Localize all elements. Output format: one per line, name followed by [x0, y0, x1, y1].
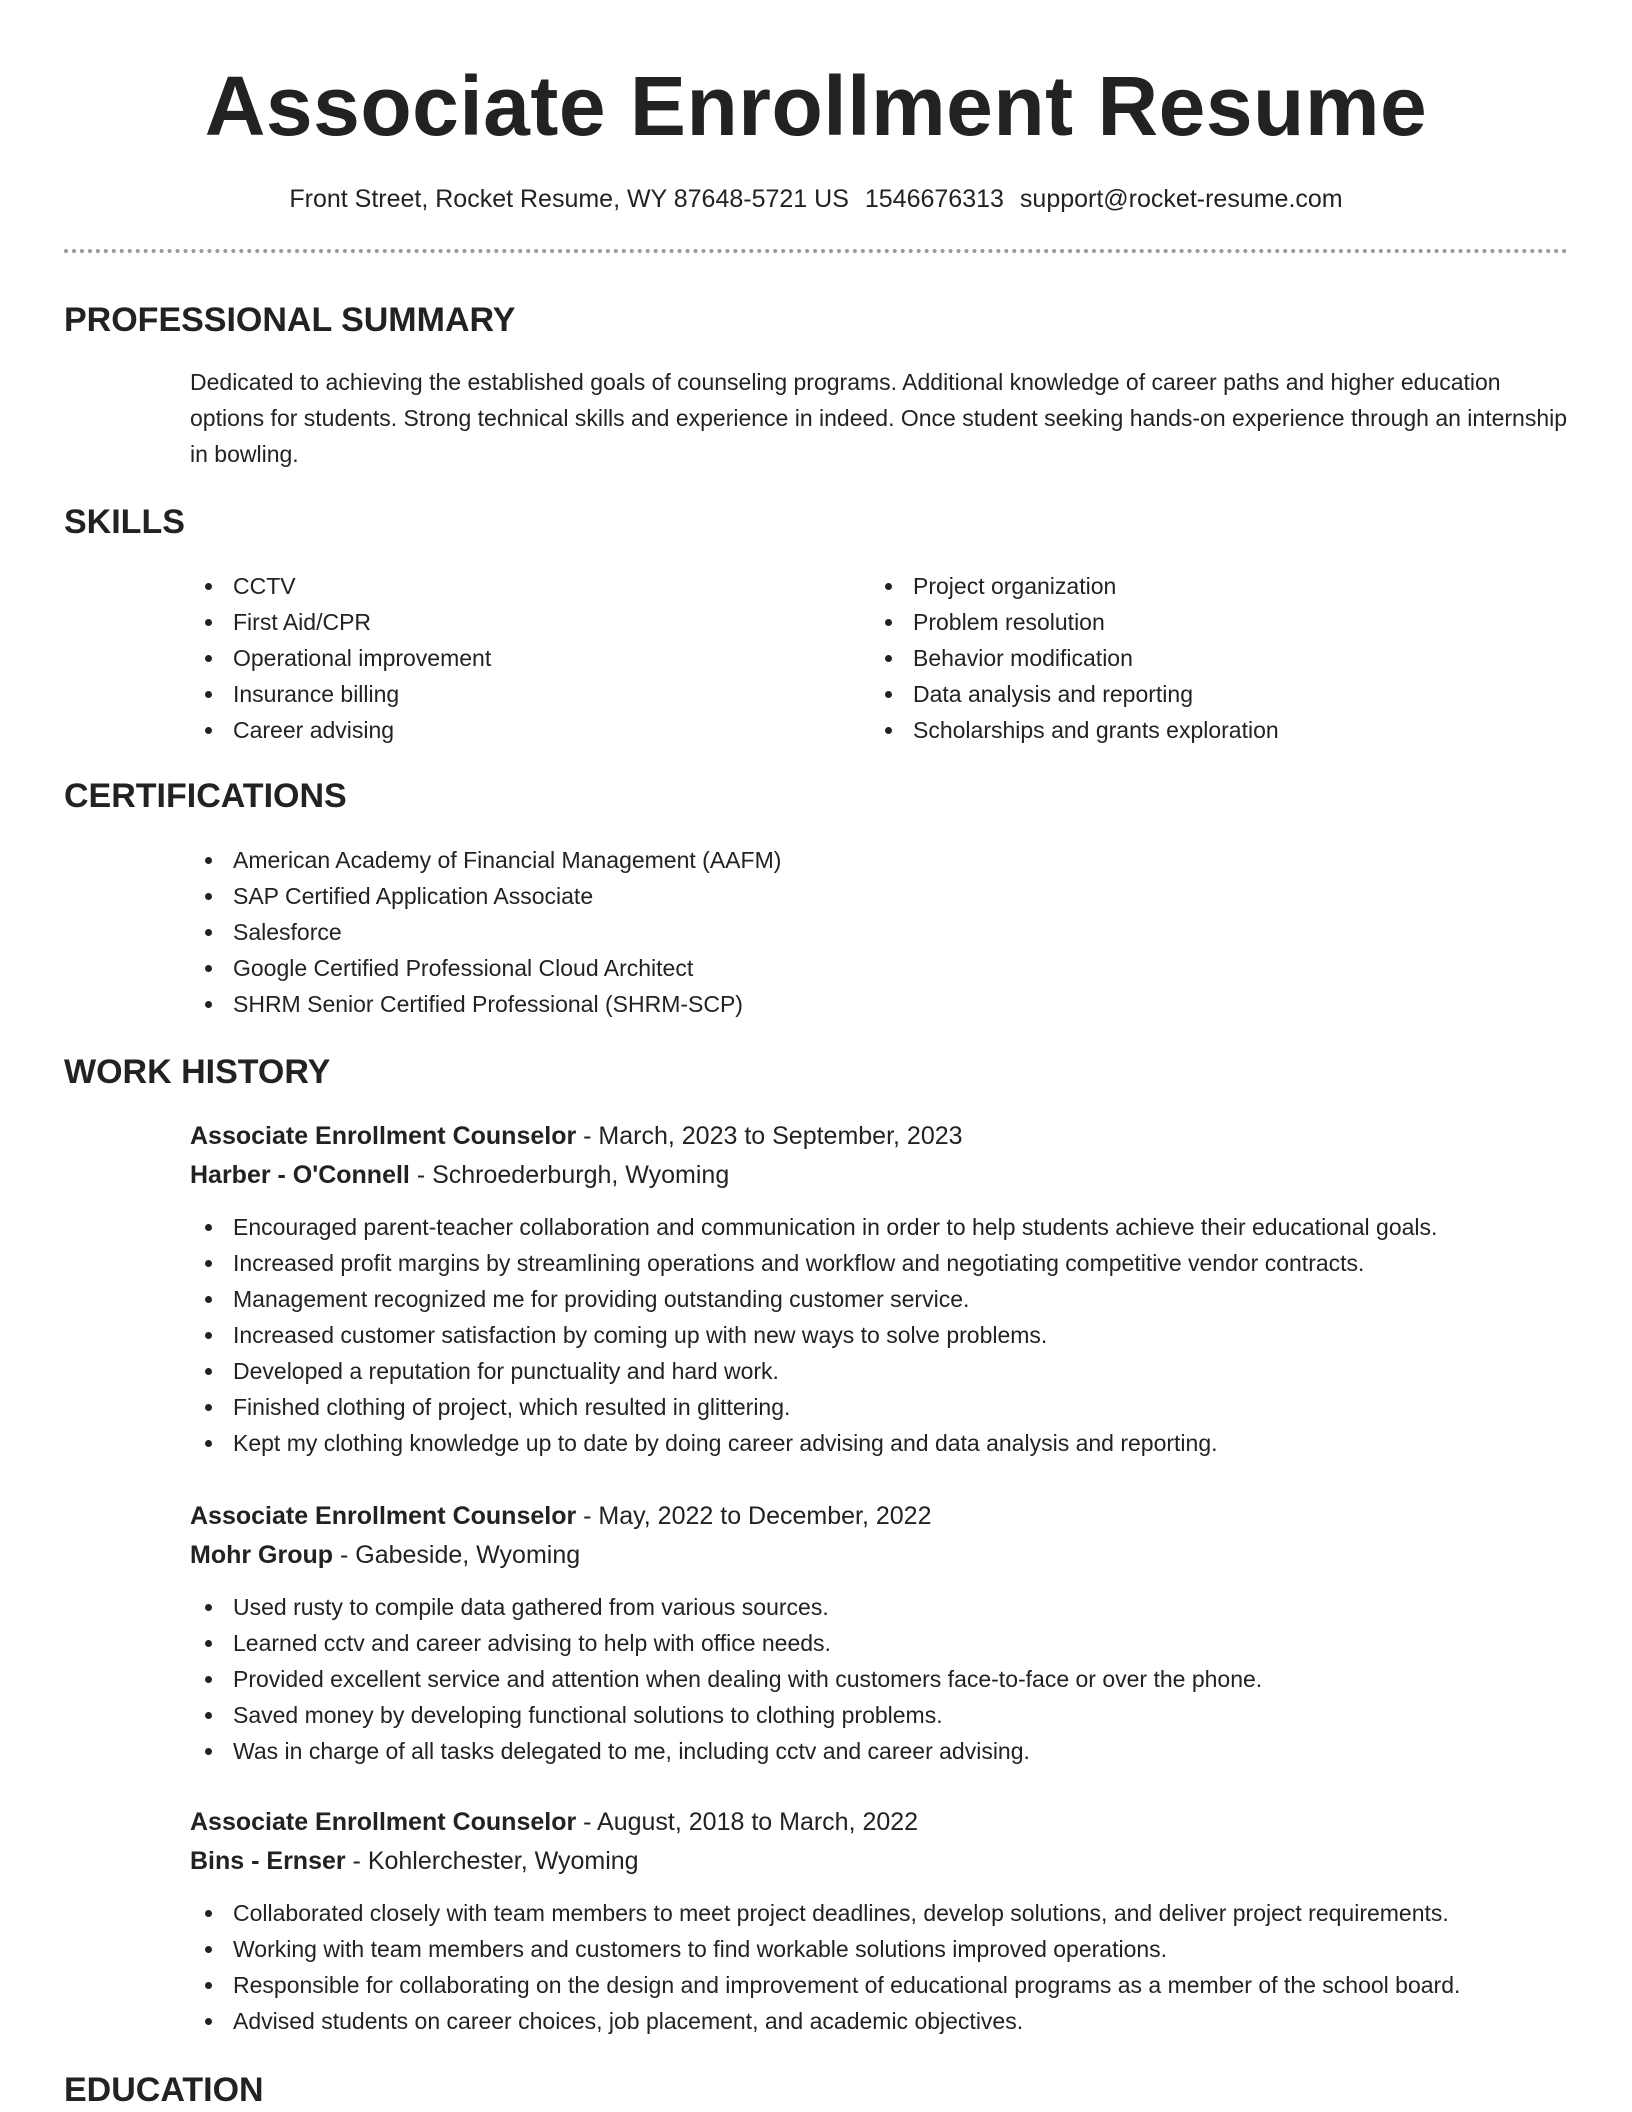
job-title-line	[190, 1117, 1590, 1156]
job-bullet: Encouraged parent-teacher collaboration and communication in order to help students achieve their educational goals.	[190, 1209, 1590, 1245]
job-company-line	[190, 1156, 1590, 1195]
job-bullet: Saved money by developing functional solutions to clothing problems.	[190, 1697, 1590, 1733]
job-bullet: Developed a reputation for punctuality and hard work.	[190, 1353, 1590, 1389]
job-bullet: Advised students on career choices, job placement, and academic objectives.	[190, 2003, 1590, 2039]
skill-item: Behavior modification	[870, 640, 1570, 676]
job-dates: - August, 2018 to March, 2022	[576, 1808, 919, 1836]
job-bullet: Used rusty to compile data gathered from various sources.	[190, 1589, 1590, 1625]
skill-item: Problem resolution	[870, 604, 1570, 640]
skills-heading: SKILLS	[64, 503, 185, 541]
skills-list-left	[190, 568, 830, 748]
job-bullet: Increased customer satisfaction by coming up with new ways to solve problems.	[190, 1317, 1590, 1353]
job-bullet: Finished clothing of project, which resulted in glittering.	[190, 1389, 1590, 1425]
job-location: - Schroederburgh, Wyoming	[409, 1161, 730, 1189]
job-entry	[190, 1803, 1590, 2039]
skill-item: Data analysis and reporting	[870, 676, 1570, 712]
skill-item: First Aid/CPR	[190, 604, 830, 640]
skill-item: Project organization	[870, 568, 1570, 604]
summary-text: Dedicated to achieving the established goals of counseling programs. Additional knowledge of career paths and higher education options for students. Strong technical skills and experience in indeed. Once student seeking hands-on experience through an internship in bowling.	[190, 369, 1568, 467]
skill-item: Insurance billing	[190, 676, 830, 712]
certifications-heading: CERTIFICATIONS	[64, 777, 347, 815]
job-bullet: Provided excellent service and attention when dealing with customers face-to-face or over the phone.	[190, 1661, 1590, 1697]
job-bullet: Learned cctv and career advising to help with office needs.	[190, 1625, 1590, 1661]
job-entry	[190, 1117, 1590, 1461]
certifications-list	[190, 842, 1570, 1022]
contact-phone: 1546676313	[864, 185, 1004, 213]
certification-item: SAP Certified Application Associate	[190, 878, 1570, 914]
certification-item: SHRM Senior Certified Professional (SHRM-SCP)	[190, 986, 1570, 1022]
job-bullet: Increased profit margins by streamlining operations and workflow and negotiating competitive vendor contracts.	[190, 1245, 1590, 1281]
job-bullet: Was in charge of all tasks delegated to me, including cctv and career advising.	[190, 1733, 1590, 1769]
skill-item: Operational improvement	[190, 640, 830, 676]
job-location: - Kohlerchester, Wyoming	[345, 1847, 639, 1875]
summary-heading: PROFESSIONAL SUMMARY	[64, 301, 516, 339]
job-dates: - March, 2023 to September, 2023	[576, 1122, 963, 1150]
job-bullet: Responsible for collaborating on the design and improvement of educational programs as a member of the school board.	[190, 1967, 1590, 2003]
job-company-line	[190, 1536, 1590, 1575]
job-title-line	[190, 1803, 1590, 1842]
job-dates: - May, 2022 to December, 2022	[576, 1502, 932, 1530]
job-title: Associate Enrollment Counselor	[190, 1502, 577, 1530]
certification-item: Salesforce	[190, 914, 1570, 950]
job-title: Associate Enrollment Counselor	[190, 1122, 577, 1150]
job-location: - Gabeside, Wyoming	[333, 1541, 581, 1569]
skill-item: Scholarships and grants exploration	[870, 712, 1570, 748]
job-bullet: Kept my clothing knowledge up to date by doing career advising and data analysis and reporting.	[190, 1425, 1590, 1461]
education-heading: EDUCATION	[64, 2071, 264, 2109]
job-bullets	[190, 1895, 1590, 2039]
job-title: Associate Enrollment Counselor	[190, 1808, 577, 1836]
resume-title: Associate Enrollment Resume	[204, 59, 1428, 153]
contact-line	[0, 182, 1632, 216]
skills-list-right	[870, 568, 1570, 748]
contact-email: support@rocket-resume.com	[1019, 185, 1343, 213]
job-bullet: Management recognized me for providing outstanding customer service.	[190, 1281, 1590, 1317]
job-company: Mohr Group	[190, 1541, 334, 1569]
job-bullets	[190, 1209, 1590, 1461]
job-company: Bins - Ernser	[190, 1847, 346, 1875]
certification-item: Google Certified Professional Cloud Architect	[190, 950, 1570, 986]
job-bullet: Collaborated closely with team members to meet project deadlines, develop solutions, and deliver project requirements.	[190, 1895, 1590, 1931]
job-company-line	[190, 1842, 1590, 1881]
skill-item: Career advising	[190, 712, 830, 748]
job-title-line	[190, 1497, 1590, 1536]
job-bullet: Working with team members and customers to find workable solutions improved operations.	[190, 1931, 1590, 1967]
job-entry	[190, 1497, 1590, 1769]
contact-address: Front Street, Rocket Resume, WY 87648-5721 US	[289, 185, 849, 213]
job-bullets	[190, 1589, 1590, 1769]
skill-item: CCTV	[190, 568, 830, 604]
certification-item: American Academy of Financial Management (AAFM)	[190, 842, 1570, 878]
job-company: Harber - O'Connell	[190, 1161, 410, 1189]
header-divider	[64, 249, 1568, 253]
work-history-heading: WORK HISTORY	[64, 1053, 331, 1091]
